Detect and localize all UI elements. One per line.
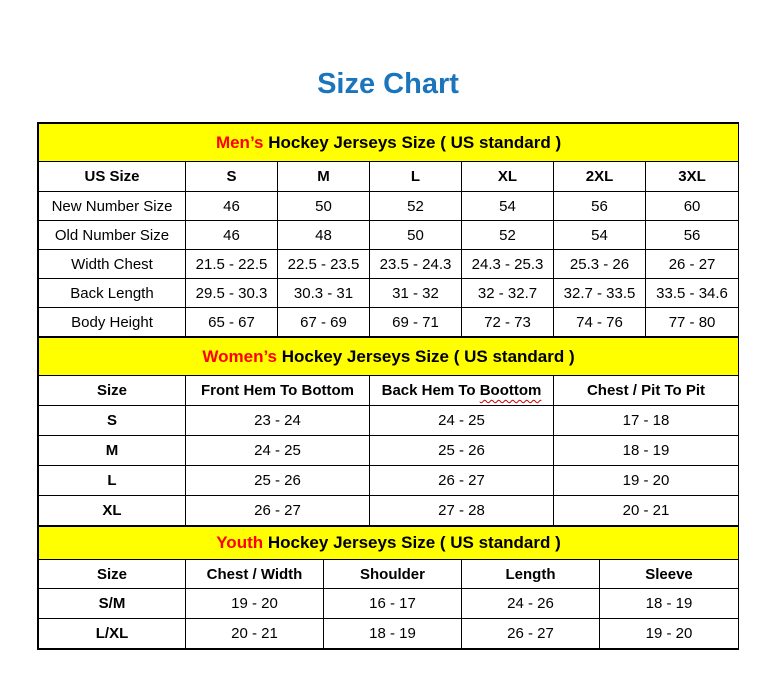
womens-band-rest: Hockey Jerseys Size ( US standard ) bbox=[277, 346, 575, 366]
mens-row-label: Width Chest bbox=[39, 250, 186, 279]
youth-band-rest: Hockey Jerseys Size ( US standard ) bbox=[263, 533, 561, 552]
mens-row-label: Old Number Size bbox=[39, 221, 186, 250]
youth-col-header: Chest / Width bbox=[186, 560, 324, 589]
size-chart-tables bbox=[37, 122, 739, 650]
womens-value-cell: 20 - 21 bbox=[554, 496, 739, 526]
womens-value-cell: 17 - 18 bbox=[554, 406, 739, 436]
mens-col-header: US Size bbox=[39, 162, 186, 192]
youth-band-highlight: Youth bbox=[216, 533, 264, 552]
womens-value-cell: 23 - 24 bbox=[186, 406, 370, 436]
womens-row-label: XL bbox=[39, 496, 186, 526]
womens-header-row bbox=[39, 376, 739, 406]
mens-value-cell: 74 - 76 bbox=[554, 308, 646, 337]
youth-value-cell: 18 - 19 bbox=[600, 589, 739, 619]
womens-band-highlight: Women’s bbox=[202, 346, 277, 366]
womens-value-cell: 19 - 20 bbox=[554, 466, 739, 496]
mens-col-header: 3XL bbox=[646, 162, 739, 192]
mens-value-cell: 32 - 32.7 bbox=[462, 279, 554, 308]
mens-band-highlight: Men’s bbox=[215, 132, 264, 152]
mens-value-cell: 50 bbox=[370, 221, 462, 250]
youth-band-title bbox=[39, 527, 739, 560]
mens-value-cell: 32.7 - 33.5 bbox=[554, 279, 646, 308]
mens-value-cell: 22.5 - 23.5 bbox=[278, 250, 370, 279]
youth-value-cell: 19 - 20 bbox=[600, 619, 739, 649]
youth-value-cell: 24 - 26 bbox=[462, 589, 600, 619]
mens-value-cell: 67 - 69 bbox=[278, 308, 370, 337]
womens-value-cell: 27 - 28 bbox=[370, 496, 554, 526]
page-title: Size Chart bbox=[317, 68, 459, 100]
youth-col-header: Sleeve bbox=[600, 560, 739, 589]
womens-value-cell: 26 - 27 bbox=[186, 496, 370, 526]
mens-value-cell: 30.3 - 31 bbox=[278, 279, 370, 308]
mens-value-cell: 56 bbox=[554, 192, 646, 221]
womens-col-header: Front Hem To Bottom bbox=[186, 376, 370, 406]
mens-value-cell: 72 - 73 bbox=[462, 308, 554, 337]
mens-value-cell: 21.5 - 22.5 bbox=[186, 250, 278, 279]
youth-value-cell: 16 - 17 bbox=[324, 589, 462, 619]
mens-table-row bbox=[39, 192, 739, 221]
mens-header-row bbox=[39, 162, 739, 192]
mens-row-label: Body Height bbox=[39, 308, 186, 337]
mens-col-header: L bbox=[370, 162, 462, 192]
youth-col-header: Size bbox=[39, 560, 186, 589]
youth-col-header: Length bbox=[462, 560, 600, 589]
womens-value-cell: 25 - 26 bbox=[370, 436, 554, 466]
womens-band-title bbox=[39, 338, 739, 376]
mens-band-rest: Hockey Jerseys Size ( US standard ) bbox=[263, 132, 562, 152]
youth-row-label: L/XL bbox=[39, 619, 186, 649]
mens-value-cell: 77 - 80 bbox=[646, 308, 739, 337]
mens-value-cell: 46 bbox=[186, 221, 278, 250]
mens-table-row bbox=[39, 279, 739, 308]
womens-row-label: L bbox=[39, 466, 186, 496]
womens-value-cell: 18 - 19 bbox=[554, 436, 739, 466]
mens-col-header: M bbox=[278, 162, 370, 192]
mens-value-cell: 60 bbox=[646, 192, 739, 221]
youth-value-cell: 19 - 20 bbox=[186, 589, 324, 619]
mens-row-label: New Number Size bbox=[39, 192, 186, 221]
womens-value-cell: 26 - 27 bbox=[370, 466, 554, 496]
mens-col-header: 2XL bbox=[554, 162, 646, 192]
mens-value-cell: 52 bbox=[462, 221, 554, 250]
youth-row-label: S/M bbox=[39, 589, 186, 619]
mens-value-cell: 33.5 - 34.6 bbox=[646, 279, 739, 308]
youth-col-header: Shoulder bbox=[324, 560, 462, 589]
mens-band-title bbox=[39, 124, 739, 162]
womens-table-row bbox=[39, 496, 739, 526]
mens-value-cell: 25.3 - 26 bbox=[554, 250, 646, 279]
youth-value-cell: 20 - 21 bbox=[186, 619, 324, 649]
mens-value-cell: 24.3 - 25.3 bbox=[462, 250, 554, 279]
mens-band-row bbox=[39, 124, 739, 162]
youth-table-row bbox=[39, 589, 739, 619]
mens-col-header: S bbox=[186, 162, 278, 192]
womens-row-label: M bbox=[39, 436, 186, 466]
youth-band-row bbox=[39, 527, 739, 560]
womens-value-cell: 25 - 26 bbox=[186, 466, 370, 496]
mens-value-cell: 54 bbox=[462, 192, 554, 221]
mens-value-cell: 29.5 - 30.3 bbox=[186, 279, 278, 308]
mens-row-label: Back Length bbox=[39, 279, 186, 308]
youth-size-table bbox=[38, 526, 739, 649]
womens-value-cell: 24 - 25 bbox=[186, 436, 370, 466]
mens-value-cell: 69 - 71 bbox=[370, 308, 462, 337]
womens-col-header: Chest / Pit To Pit bbox=[554, 376, 739, 406]
mens-table-row bbox=[39, 308, 739, 337]
mens-col-header: XL bbox=[462, 162, 554, 192]
womens-size-table bbox=[38, 337, 739, 526]
womens-table-row bbox=[39, 436, 739, 466]
youth-value-cell: 26 - 27 bbox=[462, 619, 600, 649]
womens-table-row bbox=[39, 466, 739, 496]
mens-value-cell: 52 bbox=[370, 192, 462, 221]
mens-value-cell: 56 bbox=[646, 221, 739, 250]
womens-value-cell: 24 - 25 bbox=[370, 406, 554, 436]
womens-band-row bbox=[39, 338, 739, 376]
womens-col-header: Back Hem To Boottom bbox=[370, 376, 554, 406]
mens-value-cell: 54 bbox=[554, 221, 646, 250]
youth-header-row bbox=[39, 560, 739, 589]
womens-row-label: S bbox=[39, 406, 186, 436]
youth-table-row bbox=[39, 619, 739, 649]
mens-size-table bbox=[38, 123, 739, 337]
womens-table-row bbox=[39, 406, 739, 436]
mens-value-cell: 23.5 - 24.3 bbox=[370, 250, 462, 279]
mens-value-cell: 50 bbox=[278, 192, 370, 221]
womens-col-header: Size bbox=[39, 376, 186, 406]
youth-value-cell: 18 - 19 bbox=[324, 619, 462, 649]
mens-value-cell: 48 bbox=[278, 221, 370, 250]
mens-value-cell: 26 - 27 bbox=[646, 250, 739, 279]
mens-value-cell: 65 - 67 bbox=[186, 308, 278, 337]
mens-table-row bbox=[39, 250, 739, 279]
misspelled-word: Boottom bbox=[479, 382, 542, 399]
mens-table-row bbox=[39, 221, 739, 250]
mens-value-cell: 46 bbox=[186, 192, 278, 221]
mens-value-cell: 31 - 32 bbox=[370, 279, 462, 308]
